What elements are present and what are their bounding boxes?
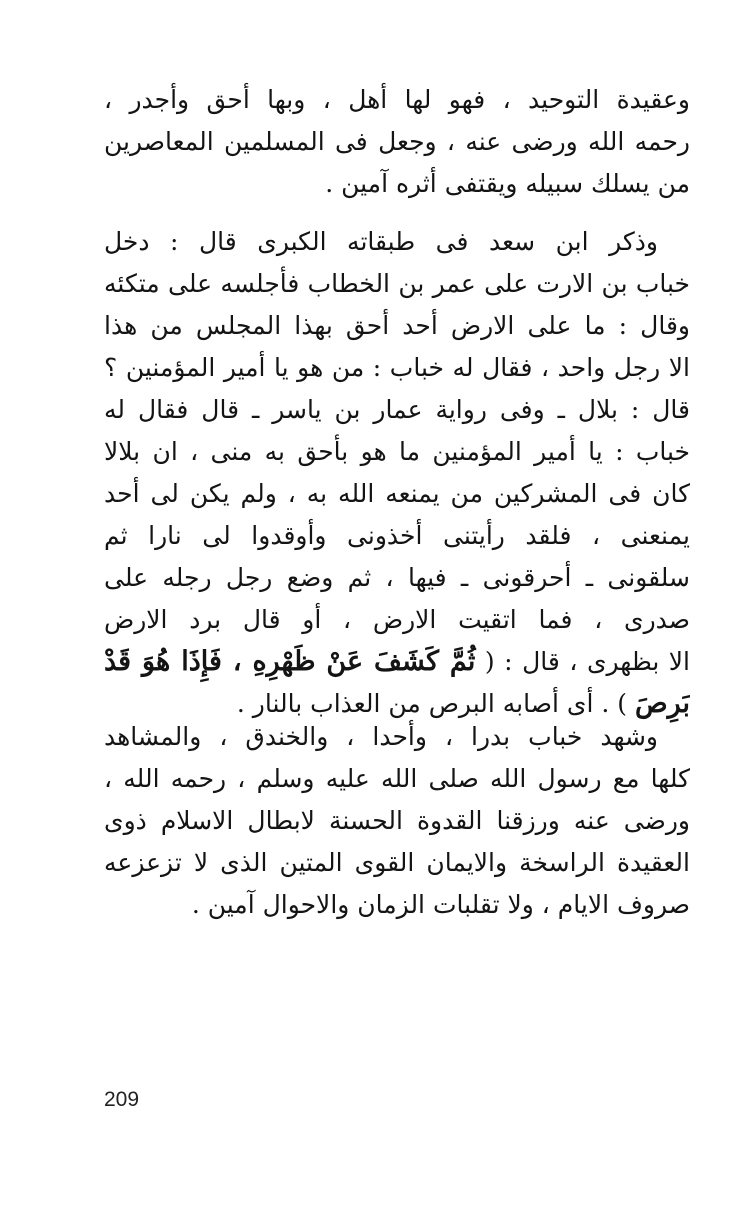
text-line: العقيدة الراسخة والايمان القوى المتين الذى لا تزعزعه [104,848,690,877]
text-fragment: الا بظهرى ، قال : ( [484,647,690,676]
paragraph-1 [104,79,690,205]
text-line: سلقونى ـ أحرقونى ـ فيها ، ثم وضع رجل رجله على [104,563,690,592]
text-line: من يسلك سبيله ويقتفى أثره آمين . [325,169,690,198]
text-line: كان فى المشركين من يمنعه الله به ، ولم يكن لى أحد [104,479,690,508]
quran-line [104,641,690,683]
text-line: رحمه الله ورضى عنه ، وجعل فى المسلمين المعاصرين [104,127,690,156]
paragraph-3 [104,716,690,926]
page-number: 209 [104,1088,140,1111]
text-line: وذكر ابن سعد فى طبقاته الكبرى قال : دخل [104,227,658,256]
quran-quote: ثُمَّ كَشَفَ عَنْ ظَهْرِهِ ، فَإِذَا هُوَ قَدْ [104,646,476,677]
text-line: صروف الايام ، ولا تقلبات الزمان والاحوال آمين . [191,890,690,919]
paragraph-2 [104,221,690,725]
text-line: وعقيدة التوحيد ، فهو لها أهل ، وبها أحق وأجدر ، [104,85,690,114]
text-line: ورضى عنه ورزقنا القدوة الحسنة لابطال الاسلام ذوى [104,806,690,835]
text-line: خباب بن الارت على عمر بن الخطاب فأجلسه على متكئه [104,269,690,298]
text-line: قال : بلال ـ وفى رواية عمار بن ياسر ـ قال فقال له [104,395,690,424]
text-line: كلها مع رسول الله صلى الله عليه وسلم ، رحمه الله ، [104,764,690,793]
quran-quote-end: بَرِصَ [634,688,690,719]
text-line: خباب : يا أمير المؤمنين ما هو بأحق به منى ، ان بلالا [104,437,690,466]
text-line: صدرى ، فما اتقيت الارض ، أو قال برد الارض [104,605,690,634]
text-fragment: ) . أى أصابه البرص من العذاب بالنار . [236,689,627,718]
text-line: الا رجل واحد ، فقال له خباب : من هو يا أمير المؤمنين ؟ [104,353,690,382]
text-line: يمنعنى ، فلقد رأيتنى أخذونى وأوقدوا لى نارا ثم [104,521,690,550]
text-line: وقال : ما على الارض أحد أحق بهذا المجلس من هذا [104,311,690,340]
text-line: وشهد خباب بدرا ، وأحدا ، والخندق ، والمشاهد [104,722,658,751]
